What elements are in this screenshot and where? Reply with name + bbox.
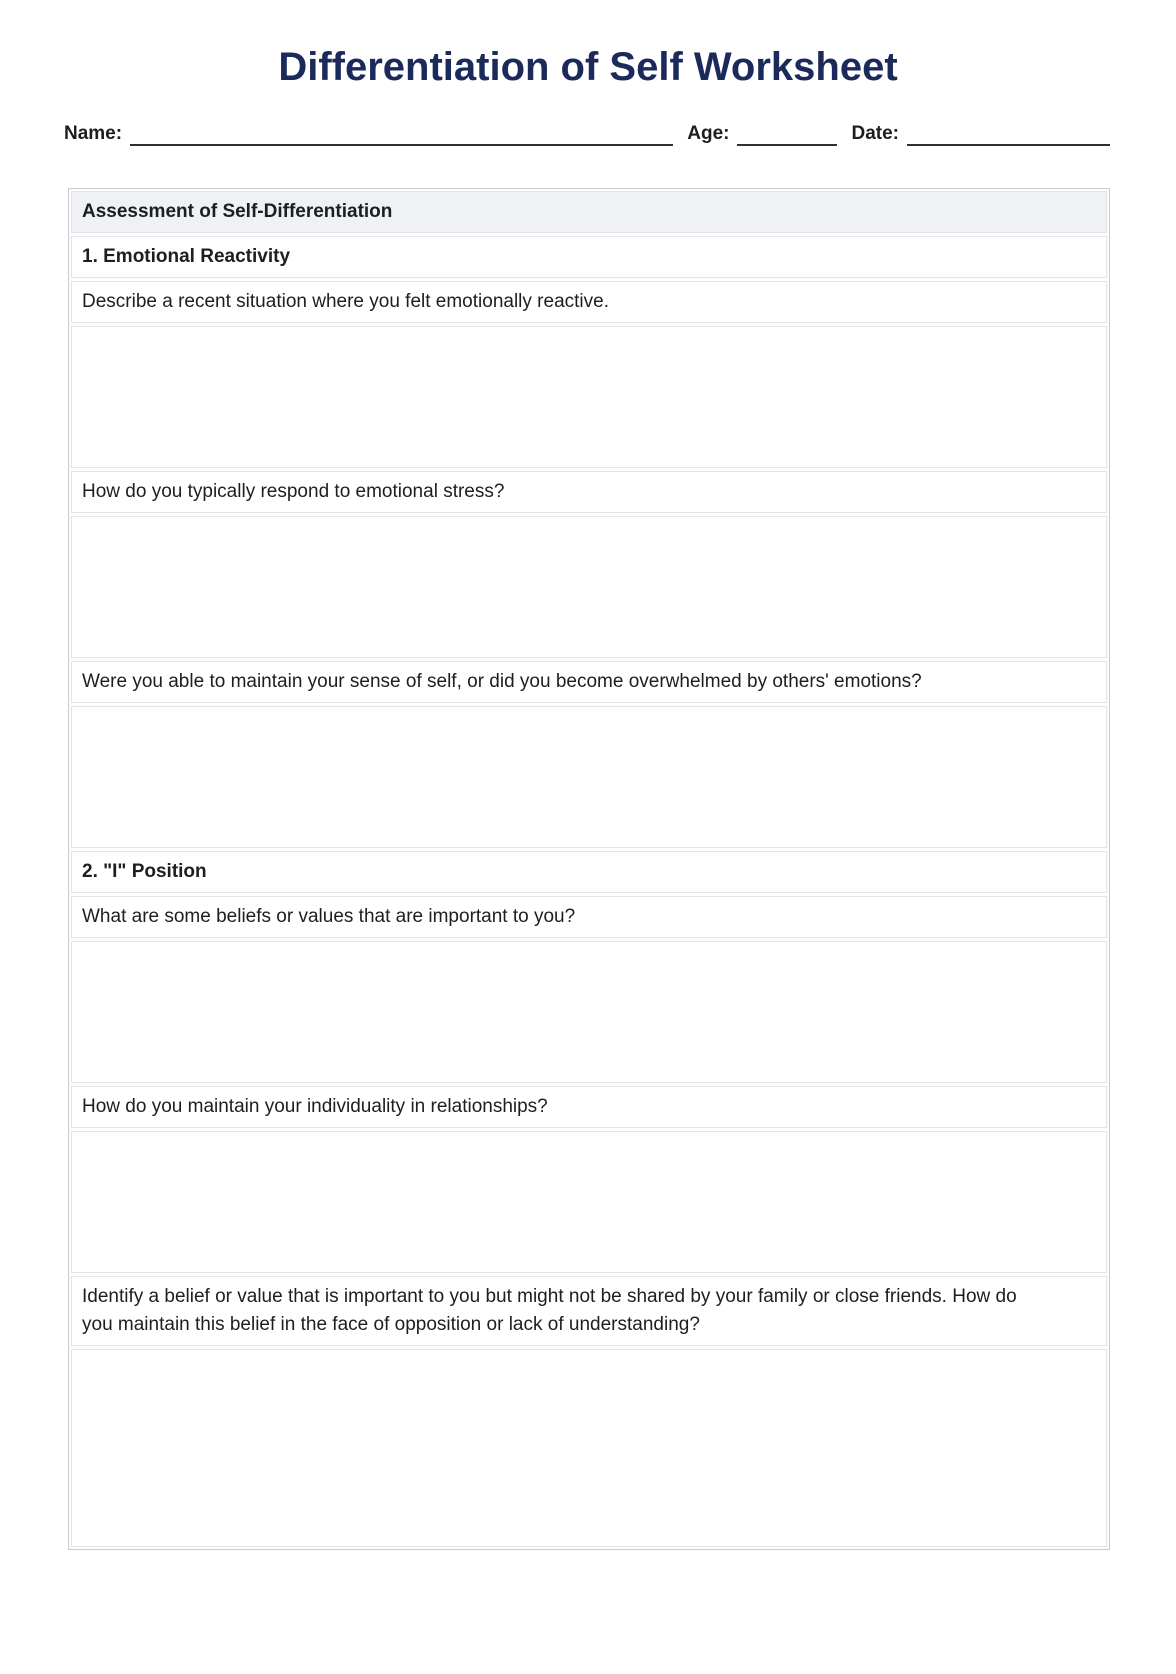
question-row-4 <box>71 896 1107 938</box>
answer-area-6[interactable] <box>71 1349 1107 1547</box>
section-2-heading-row <box>71 851 1107 893</box>
section-1-heading-label: 1. Emotional Reactivity <box>82 246 291 267</box>
question-row-5 <box>71 1086 1107 1128</box>
answer-area-1[interactable] <box>71 326 1107 468</box>
question-5-text: How do you maintain your individuality in relationships? <box>82 1096 548 1117</box>
question-row-3 <box>71 661 1107 703</box>
page-title: Differentiation of Self Worksheet <box>278 45 898 89</box>
answer-area-2[interactable] <box>71 516 1107 658</box>
question-row-6 <box>71 1276 1107 1346</box>
question-6-text: Identify a belief or value that is important to you but might not be shared by your family or close friends. How do you maintain this belief in the face of opposition or lack of understanding? <box>82 1286 1017 1335</box>
table-header-row <box>71 191 1107 233</box>
identity-row <box>64 122 1110 146</box>
section-2-heading-label: 2. "I" Position <box>82 861 207 882</box>
question-row-2 <box>71 471 1107 513</box>
name-label: Name: <box>64 123 123 144</box>
age-label: Age: <box>687 123 730 144</box>
name-input-line[interactable] <box>130 123 673 146</box>
question-4-text: What are some beliefs or values that are important to you? <box>82 906 576 927</box>
answer-area-5[interactable] <box>71 1131 1107 1273</box>
date-input-line[interactable] <box>907 123 1110 146</box>
date-label: Date: <box>851 123 899 144</box>
section-1-heading-row <box>71 236 1107 278</box>
assessment-table <box>68 188 1110 1550</box>
answer-area-3[interactable] <box>71 706 1107 848</box>
worksheet-page <box>0 44 1176 1674</box>
answer-area-4[interactable] <box>71 941 1107 1083</box>
age-input-line[interactable] <box>737 123 837 146</box>
question-2-text: How do you typically respond to emotional stress? <box>82 481 505 502</box>
question-3-text: Were you able to maintain your sense of self, or did you become overwhelmed by others' emotions? <box>82 671 922 692</box>
table-header-label: Assessment of Self-Differentiation <box>82 201 393 222</box>
question-row-1 <box>71 281 1107 323</box>
question-1-text: Describe a recent situation where you felt emotionally reactive. <box>82 291 609 312</box>
